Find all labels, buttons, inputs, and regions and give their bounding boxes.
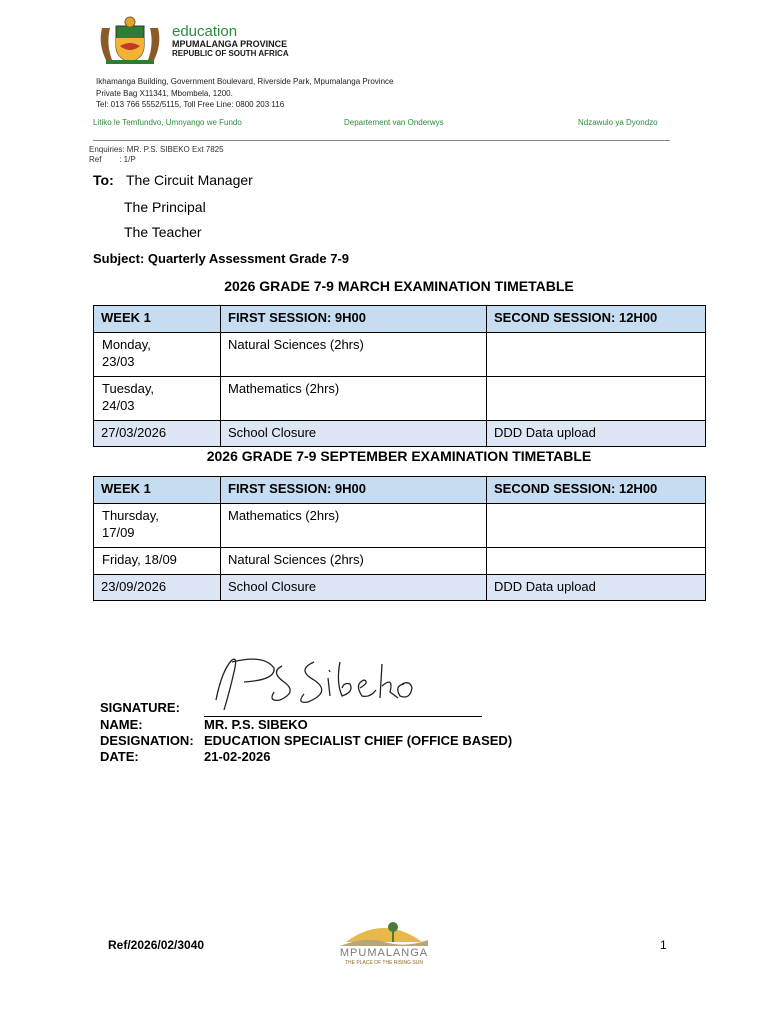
day-cell: [94, 333, 221, 377]
first-session-cell: School Closure: [221, 421, 487, 447]
table-row: [94, 548, 706, 575]
first-session-cell: School Closure: [221, 575, 487, 601]
letterhead-address-line: Ikhamanga Building, Government Boulevard, Riverside Park, Mpumalanga Province: [96, 77, 394, 86]
day-date: 24/03: [102, 398, 135, 413]
designation-label: DESIGNATION:: [100, 733, 194, 748]
day-cell: [94, 504, 221, 548]
table-row: [94, 575, 706, 601]
name-label: NAME:: [100, 717, 143, 732]
column-header: FIRST SESSION: 9H00: [221, 477, 487, 504]
table-header-row: [94, 306, 706, 333]
handwritten-signature: [204, 652, 429, 714]
september-timetable-title: 2026 GRADE 7-9 SEPTEMBER EXAMINATION TIMETABLE: [206, 448, 592, 464]
date-value: 21-02-2026: [204, 749, 271, 764]
column-header: SECOND SESSION: 12H00: [487, 477, 706, 504]
table-row: [94, 377, 706, 421]
designation-value: EDUCATION SPECIALIST CHIEF (OFFICE BASED): [204, 733, 513, 748]
table-row: [94, 333, 706, 377]
day-date: 17/09: [102, 525, 135, 540]
day-name: Tuesday,: [102, 381, 155, 396]
table-header-row: [94, 477, 706, 504]
column-header: FIRST SESSION: 9H00: [221, 306, 487, 333]
day-name: Monday,: [102, 337, 151, 352]
day-cell: 23/09/2026: [94, 575, 221, 601]
letterhead-republic: REPUBLIC OF SOUTH AFRICA: [172, 49, 289, 58]
second-session-cell: DDD Data upload: [487, 575, 706, 601]
column-header: WEEK 1: [94, 477, 221, 504]
day-date: 23/03: [102, 354, 135, 369]
enquiries-line: Enquiries: MR. P.S. SIBEKO Ext 7825: [89, 145, 224, 154]
day-cell: 27/03/2026: [94, 421, 221, 447]
first-session-cell: Natural Sciences (2hrs): [221, 548, 487, 575]
page-number: 1: [660, 938, 667, 952]
column-header: WEEK 1: [94, 306, 221, 333]
coat-of-arms-logo: [92, 16, 168, 66]
first-session-cell: Mathematics (2hrs): [221, 377, 487, 421]
day-cell: Friday, 18/09: [94, 548, 221, 575]
letterhead-address-line: Private Bag X11341, Mbombela, 1200.: [96, 89, 233, 98]
mpumalanga-logo-tagline: THE PLACE OF THE RISING SUN: [345, 960, 423, 966]
first-session-cell: Natural Sciences (2hrs): [221, 333, 487, 377]
letterhead-dept-name-afrikaans: Departement van Onderwys: [344, 118, 444, 127]
date-label: DATE:: [100, 749, 139, 764]
first-session-cell: Mathematics (2hrs): [221, 504, 487, 548]
day-cell: [94, 377, 221, 421]
second-session-cell: [487, 333, 706, 377]
letterhead-department: education: [172, 23, 238, 40]
second-session-cell: DDD Data upload: [487, 421, 706, 447]
mpumalanga-logo-name: MPUMALANGA: [339, 947, 429, 959]
signature-label: SIGNATURE:: [100, 700, 180, 715]
second-session-cell: [487, 504, 706, 548]
recipient-circuit-manager: The Circuit Manager: [126, 172, 253, 188]
second-session-cell: [487, 548, 706, 575]
letterhead-contact-line: Tel: 013 766 5552/5115, Toll Free Line: 0800 203 116: [96, 100, 285, 109]
table-row: [94, 421, 706, 447]
march-timetable: [93, 305, 706, 447]
day-name: Thursday,: [102, 508, 159, 523]
recipient-principal: The Principal: [124, 199, 206, 215]
letterhead-divider: [93, 140, 670, 141]
column-header: SECOND SESSION: 12H00: [487, 306, 706, 333]
footer-reference: Ref/2026/02/3040: [108, 938, 205, 952]
name-value: MR. P.S. SIBEKO: [204, 717, 308, 732]
table-row: [94, 504, 706, 548]
second-session-cell: [487, 377, 706, 421]
march-timetable-title: 2026 GRADE 7-9 MARCH EXAMINATION TIMETABLE: [224, 278, 574, 294]
reference-line: Ref : 1/P: [89, 155, 136, 164]
letterhead-dept-name-xitsonga: Ndzawulo ya Dyondzo: [578, 118, 658, 127]
letterhead-dept-name-siswati: Litiko le Temfundvo, Umnyango we Fundo: [93, 118, 242, 127]
letterhead-province: MPUMALANGA PROVINCE: [172, 39, 288, 49]
subject-line: Subject: Quarterly Assessment Grade 7-9: [93, 251, 350, 266]
recipient-teacher: The Teacher: [124, 224, 202, 240]
to-label: To:: [93, 172, 114, 188]
september-timetable: [93, 476, 706, 601]
